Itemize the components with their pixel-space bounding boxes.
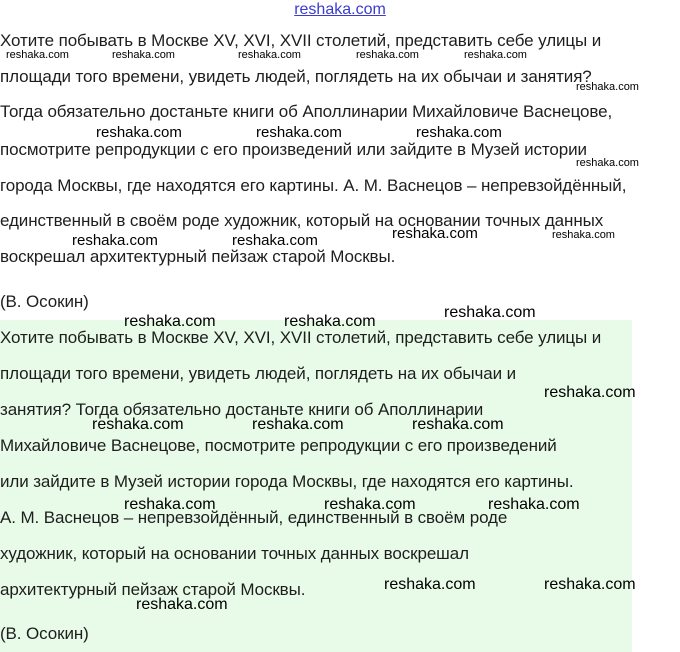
watermark: reshaka.com (6, 49, 69, 61)
watermark: reshaka.com (72, 232, 158, 249)
watermark: reshaka.com (544, 384, 636, 401)
watermark: reshaka.com (124, 313, 216, 330)
answer-line-1: Хотите побывать в Москве XV, XVI, XVII столетий, представить себе улицы и (0, 328, 602, 347)
watermark: reshaka.com (488, 496, 580, 513)
watermark: reshaka.com (124, 496, 216, 513)
answer-line-2: площади того времени, увидеть людей, поглядеть на их обычаи и (0, 364, 517, 383)
site-title-link[interactable]: reshaka.com (294, 1, 386, 18)
watermark: reshaka.com (416, 124, 502, 141)
answer-line-5: или зайдите в Музей истории города Москвы, где находятся его картины. (0, 472, 574, 491)
watermark: reshaka.com (384, 576, 476, 593)
watermark: reshaka.com (464, 49, 527, 61)
watermark: reshaka.com (356, 49, 419, 61)
original-line-6: единственный в своём роде художник, который на основании точных данных (0, 211, 604, 230)
original-line-3: Тогда обязательно достаньте книги об Аполлинарии Михайловиче Васнецове, (0, 102, 613, 121)
answer-line-3: занятия? Тогда обязательно достаньте книги об Аполлинарии (0, 400, 484, 419)
watermark: reshaka.com (136, 596, 228, 613)
watermark: reshaka.com (96, 124, 182, 141)
watermark: reshaka.com (92, 416, 184, 433)
watermark: reshaka.com (252, 416, 344, 433)
watermark: reshaka.com (444, 304, 536, 321)
watermark: reshaka.com (324, 496, 416, 513)
watermark: reshaka.com (284, 313, 376, 330)
watermark: reshaka.com (576, 157, 639, 169)
answer-line-7: художник, который на основании точных данных воскрешал (0, 544, 469, 563)
watermark: reshaka.com (552, 229, 615, 241)
watermark: reshaka.com (112, 49, 175, 61)
answer-line-6: А. М. Васнецов – непревзойдённый, единственный в своём роде (0, 508, 508, 527)
original-line-7: воскрешал архитектурный пейзаж старой Москвы. (0, 247, 396, 266)
watermark: reshaka.com (238, 49, 301, 61)
answer-line-8: архитектурный пейзаж старой Москвы. (0, 580, 306, 599)
answer-line-4: Михайловиче Васнецове, посмотрите репродукции с его произведений (0, 436, 557, 455)
original-line-1: Хотите побывать в Москве XV, XVI, XVII столетий, представить себе улицы и (0, 31, 602, 50)
watermark: reshaka.com (256, 124, 342, 141)
watermark: reshaka.com (392, 225, 478, 242)
original-line-2: площади того времени, увидеть людей, поглядеть на их обычаи и занятия? (0, 67, 592, 86)
watermark: reshaka.com (576, 81, 639, 93)
original-author: (В. Осокин) (0, 292, 89, 311)
watermark: reshaka.com (544, 576, 636, 593)
answer-author: (В. Осокин) (0, 624, 89, 643)
watermark: reshaka.com (232, 232, 318, 249)
original-line-5: города Москвы, где находятся его картины. А. М. Васнецов – непревзойдённый, (0, 176, 627, 195)
watermark: reshaka.com (412, 416, 504, 433)
original-line-4: посмотрите репродукции с его произведений или зайдите в Музей истории (0, 140, 587, 159)
